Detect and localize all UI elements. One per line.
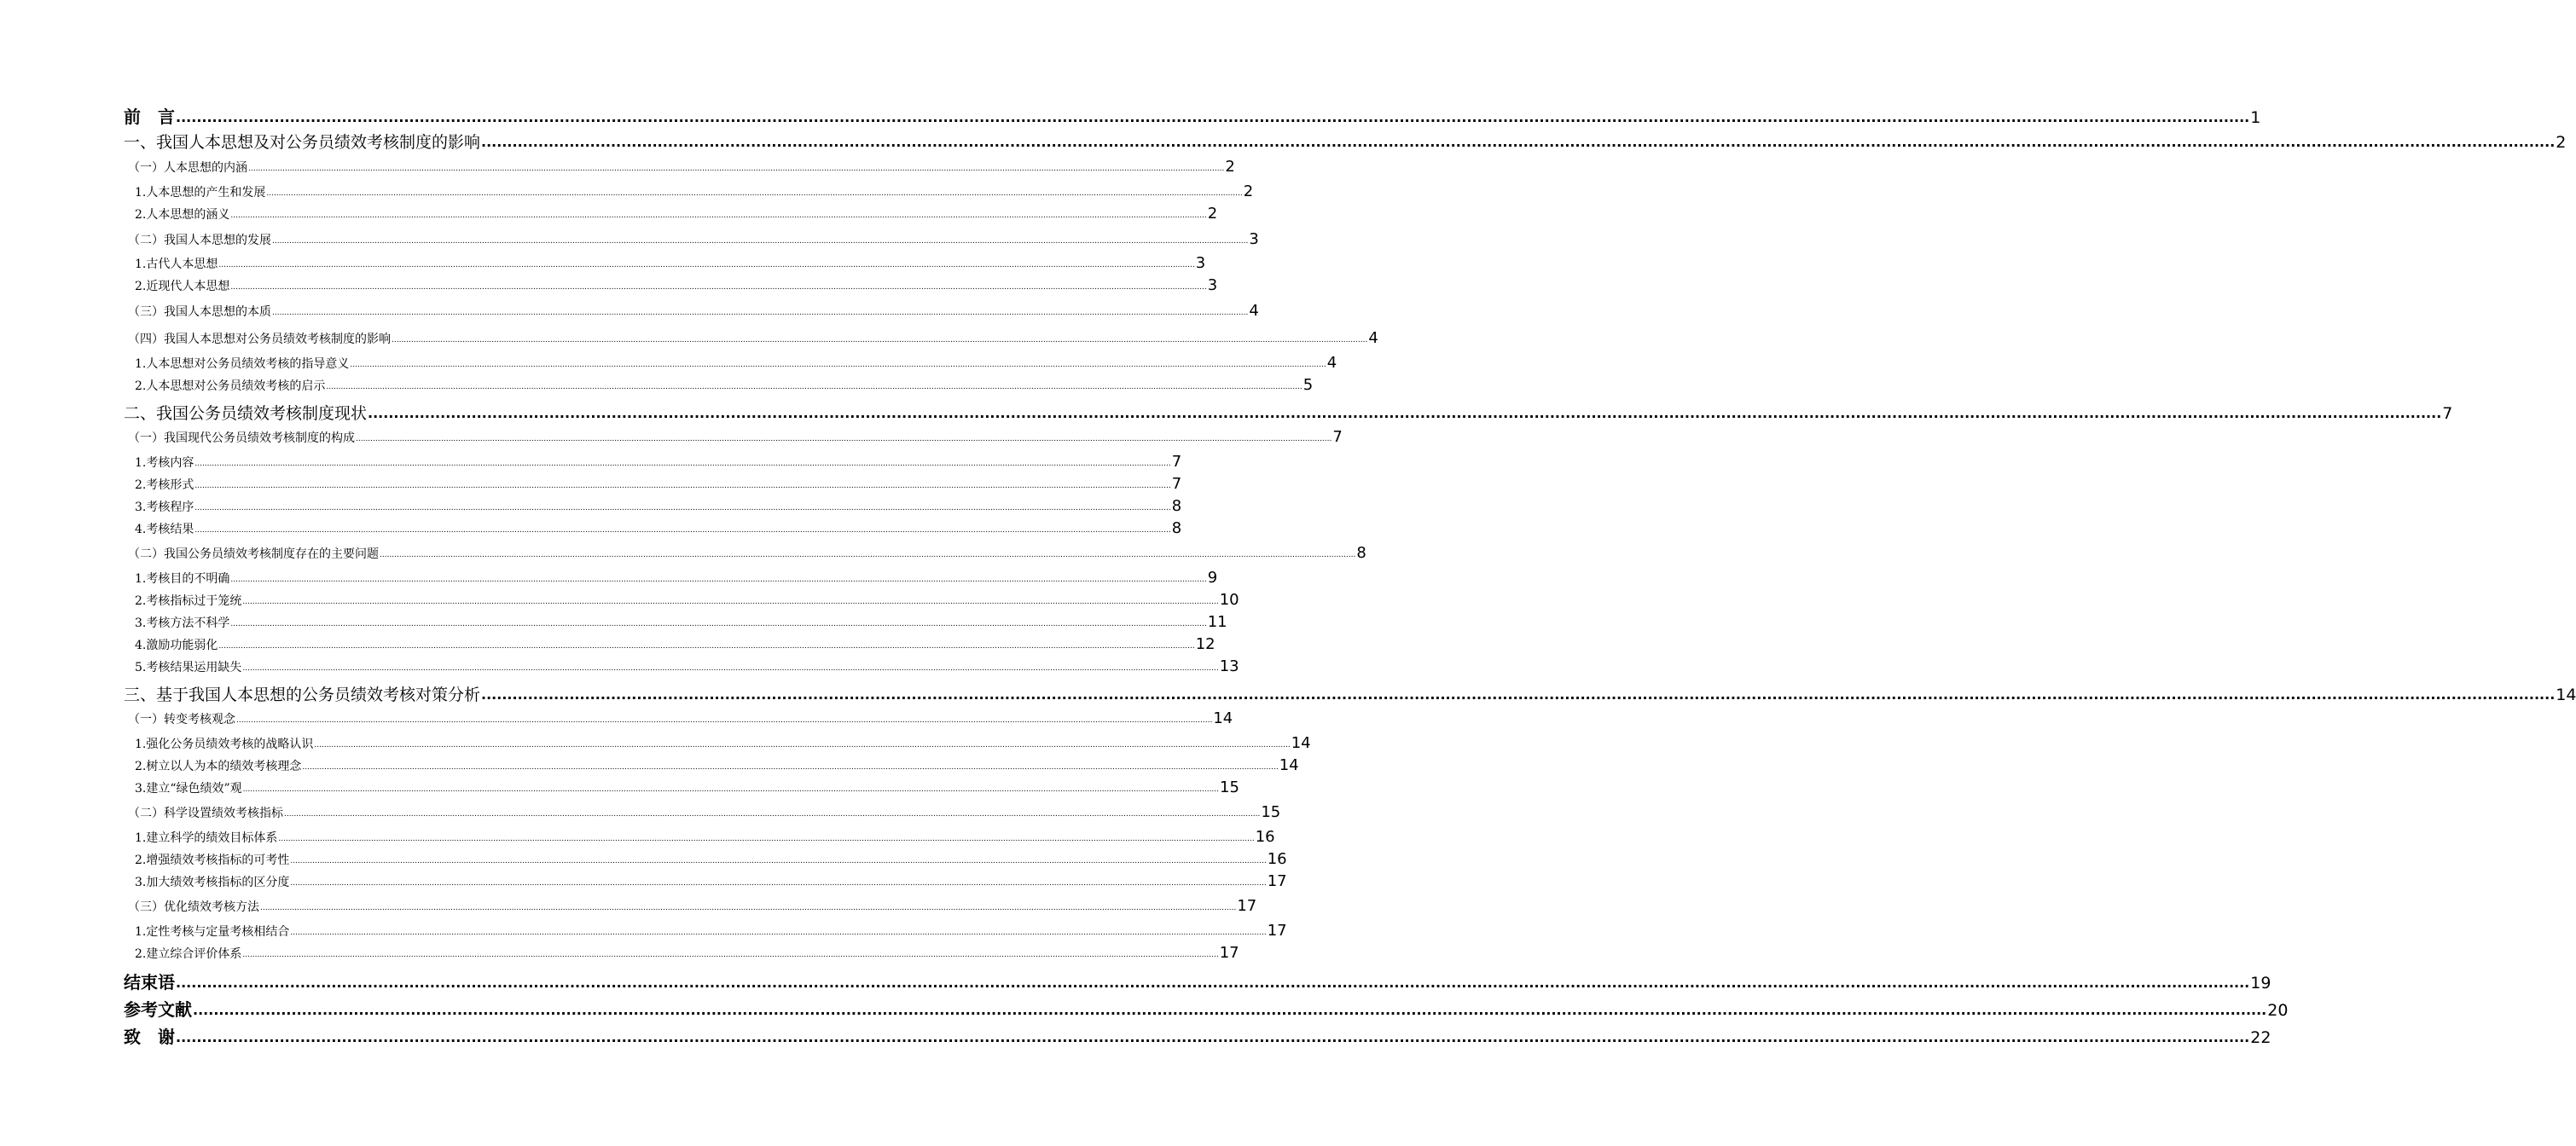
toc-dot-leader: ................................................................................................................................................................................................................................................................................................................................................................................................................ bbox=[230, 576, 1207, 584]
toc-entry[interactable] bbox=[135, 613, 1227, 631]
toc-page-number: 4 bbox=[1326, 354, 1337, 372]
toc-entry-title: 1.定性考核与定量考核相结合 bbox=[135, 925, 290, 939]
toc-page-number: 22 bbox=[2250, 1028, 2271, 1047]
toc-page-number: 15 bbox=[1261, 803, 1281, 821]
toc-page-number: 19 bbox=[2250, 974, 2271, 993]
toc-page-number: 9 bbox=[1207, 569, 1218, 587]
toc-page-number: 14 bbox=[1213, 709, 1233, 727]
toc-entry[interactable] bbox=[135, 734, 1311, 752]
toc-entry-title: 1.人本思想的产生和发展 bbox=[135, 186, 266, 200]
toc-dot-leader: ................................................................................................................................................................................................................................................................................................................................................................................................................ bbox=[272, 237, 1249, 246]
toc-page-number: 8 bbox=[1171, 519, 1182, 537]
toc-page-number: 14 bbox=[2556, 686, 2576, 704]
toc-entry-title: 结束语 bbox=[124, 972, 175, 993]
toc-dot-leader: ................................................................................................................................................................................................................................................................................................................................................................................................................ bbox=[368, 405, 2442, 421]
toc-dot-leader: ................................................................................................................................................................................................................................................................................................................................................................................................................ bbox=[176, 109, 2250, 125]
toc-entry-title: （二）我国公务员绩效考核制度存在的主要问题 bbox=[128, 547, 379, 561]
toc-entry[interactable] bbox=[135, 922, 1287, 940]
toc-page-number: 12 bbox=[1195, 635, 1215, 653]
toc-entry-title: （二）科学设置绩效考核指标 bbox=[128, 807, 283, 820]
toc-dot-leader: ................................................................................................................................................................................................................................................................................................................................................................................................................ bbox=[284, 810, 1261, 819]
toc-entry-title: （四）我国人本思想对公务员绩效考核制度的影响 bbox=[128, 333, 391, 346]
toc-dot-leader: ................................................................................................................................................................................................................................................................................................................................................................................................................ bbox=[194, 504, 1171, 512]
toc-entry-title: 参考文献 bbox=[124, 999, 192, 1020]
toc-entry-title: （一）我国现代公务员绩效考核制度的构成 bbox=[128, 431, 355, 445]
toc-dot-leader: ................................................................................................................................................................................................................................................................................................................................................................................................................ bbox=[194, 460, 1171, 468]
toc-entry[interactable] bbox=[124, 103, 2261, 128]
toc-entry[interactable] bbox=[128, 803, 1281, 821]
toc-entry[interactable] bbox=[135, 497, 1182, 515]
toc-page-number: 10 bbox=[1219, 591, 1239, 609]
toc-entry[interactable] bbox=[135, 756, 1299, 774]
toc-dot-leader: ................................................................................................................................................................................................................................................................................................................................................................................................................ bbox=[260, 904, 1237, 912]
toc-page-number: 8 bbox=[1356, 544, 1366, 562]
toc-entry[interactable] bbox=[135, 944, 1239, 962]
toc-page-number: 2 bbox=[1243, 182, 1254, 200]
toc-entry-title: （三）优化绩效考核方法 bbox=[128, 900, 259, 914]
toc-entry[interactable] bbox=[135, 569, 1218, 587]
toc-page-number: 14 bbox=[1291, 734, 1311, 752]
toc-entry[interactable] bbox=[124, 130, 2567, 153]
toc-entry-title: 2.人本思想对公务员绩效考核的启示 bbox=[135, 379, 326, 393]
toc-dot-leader: ................................................................................................................................................................................................................................................................................................................................................................................................................ bbox=[236, 716, 1213, 725]
toc-entry[interactable] bbox=[124, 682, 2576, 705]
toc-page-number: 15 bbox=[1220, 778, 1239, 796]
toc-entry[interactable] bbox=[135, 254, 1206, 272]
toc-page-number: 20 bbox=[2267, 1001, 2289, 1020]
toc-page-number: 3 bbox=[1207, 276, 1218, 294]
toc-entry-title: 5.考核结果运用缺失 bbox=[135, 661, 242, 674]
toc-page-number: 2 bbox=[1207, 205, 1218, 223]
toc-dot-leader: ................................................................................................................................................................................................................................................................................................................................................................................................................ bbox=[193, 1002, 2267, 1018]
toc-dot-leader: ................................................................................................................................................................................................................................................................................................................................................................................................................ bbox=[194, 482, 1171, 490]
toc-page-number: 17 bbox=[1237, 897, 1257, 915]
toc-dot-leader: ................................................................................................................................................................................................................................................................................................................................................................................................................ bbox=[302, 763, 1279, 772]
toc-dot-leader: ................................................................................................................................................................................................................................................................................................................................................................................................................ bbox=[278, 835, 1255, 843]
toc-page-number: 17 bbox=[1267, 872, 1287, 890]
toc-dot-leader: ................................................................................................................................................................................................................................................................................................................................................................................................................ bbox=[242, 598, 1219, 606]
toc-entry[interactable] bbox=[124, 401, 2453, 424]
toc-dot-leader: ................................................................................................................................................................................................................................................................................................................................................................................................................ bbox=[272, 309, 1249, 317]
toc-entry-title: 1.强化公务员绩效考核的战略认识 bbox=[135, 738, 314, 751]
toc-page-number: 11 bbox=[1207, 613, 1227, 631]
toc-dot-leader: ................................................................................................................................................................................................................................................................................................................................................................................................................ bbox=[176, 975, 2250, 991]
toc-entry[interactable] bbox=[135, 828, 1275, 846]
toc-entry-title: 三、基于我国人本思想的公务员绩效考核对策分析 bbox=[124, 686, 481, 704]
toc-page-number: 3 bbox=[1249, 230, 1259, 248]
toc-dot-leader: ................................................................................................................................................................................................................................................................................................................................................................................................................ bbox=[314, 741, 1291, 750]
toc-dot-leader: ................................................................................................................................................................................................................................................................................................................................................................................................................ bbox=[230, 211, 1207, 220]
toc-entry-title: 3.加大绩效考核指标的区分度 bbox=[135, 876, 290, 889]
toc-dot-leader: ................................................................................................................................................................................................................................................................................................................................................................................................................ bbox=[242, 951, 1219, 959]
toc-entry[interactable] bbox=[135, 182, 1254, 200]
toc-entry[interactable] bbox=[135, 205, 1218, 223]
toc-dot-leader: ................................................................................................................................................................................................................................................................................................................................................................................................................ bbox=[218, 642, 1195, 651]
toc-page-number: 7 bbox=[1171, 453, 1182, 471]
toc-entry-title: 前 言 bbox=[124, 107, 175, 127]
toc-entry[interactable] bbox=[135, 657, 1239, 675]
toc-entry-title: 二、我国公务员绩效考核制度现状 bbox=[124, 404, 368, 423]
toc-page-number: 7 bbox=[2442, 404, 2453, 423]
toc-entry[interactable] bbox=[128, 544, 1366, 562]
toc-entry-title: 2.近现代人本思想 bbox=[135, 280, 230, 293]
toc-entry[interactable] bbox=[128, 709, 1233, 727]
toc-dot-leader: ................................................................................................................................................................................................................................................................................................................................................................................................................ bbox=[230, 620, 1207, 628]
toc-page-number: 17 bbox=[1267, 922, 1287, 940]
toc-entry[interactable] bbox=[124, 1023, 2271, 1048]
toc-entry[interactable] bbox=[128, 428, 1343, 446]
toc-page-number: 8 bbox=[1171, 497, 1182, 515]
toc-entry[interactable] bbox=[128, 158, 1235, 176]
toc-page-number: 2 bbox=[2556, 133, 2567, 152]
toc-entry[interactable] bbox=[124, 969, 2271, 993]
toc-entry[interactable] bbox=[135, 635, 1215, 653]
toc-entry-title: 1.人本思想对公务员绩效考核的指导意义 bbox=[135, 357, 350, 371]
toc-entry[interactable] bbox=[135, 475, 1182, 493]
toc-entry-title: 2.建立综合评价体系 bbox=[135, 947, 242, 961]
toc-dot-leader: ................................................................................................................................................................................................................................................................................................................................................................................................................ bbox=[242, 664, 1219, 673]
toc-entry-title: （三）我国人本思想的本质 bbox=[128, 305, 271, 319]
toc-entry[interactable] bbox=[135, 354, 1337, 372]
toc-dot-leader: ................................................................................................................................................................................................................................................................................................................................................................................................................ bbox=[176, 1029, 2250, 1045]
toc-entry-title: 3.建立“绿色绩效”观 bbox=[135, 782, 242, 796]
toc-dot-leader: ................................................................................................................................................................................................................................................................................................................................................................................................................ bbox=[356, 435, 1332, 443]
toc-page-number: 1 bbox=[2250, 108, 2261, 127]
toc-dot-leader: ................................................................................................................................................................................................................................................................................................................................................................................................................ bbox=[481, 134, 2556, 150]
toc-page-number: 4 bbox=[1368, 329, 1378, 347]
toc-entry[interactable] bbox=[128, 230, 1259, 248]
toc-dot-leader: ................................................................................................................................................................................................................................................................................................................................................................................................................ bbox=[350, 361, 1326, 369]
toc-entry-title: 1.古代人本思想 bbox=[135, 258, 218, 271]
toc-entry-title: 4.激励功能弱化 bbox=[135, 639, 218, 652]
toc-page-number: 16 bbox=[1267, 850, 1287, 868]
toc-dot-leader: ................................................................................................................................................................................................................................................................................................................................................................................................................ bbox=[242, 785, 1220, 794]
toc-page-number: 5 bbox=[1303, 376, 1314, 394]
toc-dot-leader: ................................................................................................................................................................................................................................................................................................................................................................................................................ bbox=[481, 686, 2556, 703]
toc-dot-leader: ................................................................................................................................................................................................................................................................................................................................................................................................................ bbox=[380, 551, 1356, 559]
toc-page-number: 4 bbox=[1249, 302, 1259, 320]
toc-entry-title: 2.树立以人为本的绩效考核理念 bbox=[135, 760, 302, 773]
toc-entry-title: 2.考核形式 bbox=[135, 478, 194, 492]
toc-entry-title: 3.考核方法不科学 bbox=[135, 616, 230, 630]
toc-dot-leader: ................................................................................................................................................................................................................................................................................................................................................................................................................ bbox=[248, 165, 1225, 173]
toc-entry-title: 2.人本思想的涵义 bbox=[135, 208, 230, 222]
toc-entry-title: 一、我国人本思想及对公务员绩效考核制度的影响 bbox=[124, 133, 481, 152]
toc-dot-leader: ................................................................................................................................................................................................................................................................................................................................................................................................................ bbox=[194, 526, 1171, 535]
toc-dot-leader: ................................................................................................................................................................................................................................................................................................................................................................................................................ bbox=[290, 857, 1267, 865]
toc-page-number: 13 bbox=[1219, 657, 1239, 675]
toc-entry[interactable] bbox=[128, 897, 1257, 915]
toc-page-number: 3 bbox=[1195, 254, 1206, 272]
toc-entry-title: 1.考核内容 bbox=[135, 456, 194, 470]
toc-entry-title: （一）人本思想的内涵 bbox=[128, 161, 247, 175]
toc-entry-title: 1.建立科学的绩效目标体系 bbox=[135, 831, 278, 845]
toc-entry[interactable] bbox=[135, 850, 1287, 868]
toc-dot-leader: ................................................................................................................................................................................................................................................................................................................................................................................................................ bbox=[326, 383, 1303, 391]
toc-page-number: 17 bbox=[1219, 944, 1239, 962]
toc-entry[interactable] bbox=[128, 302, 1259, 320]
toc-entry[interactable] bbox=[135, 376, 1314, 394]
toc-dot-leader: ................................................................................................................................................................................................................................................................................................................................................................................................................ bbox=[392, 336, 1368, 344]
toc-dot-leader: ................................................................................................................................................................................................................................................................................................................................................................................................................ bbox=[266, 189, 1243, 198]
toc-entry[interactable] bbox=[124, 996, 2289, 1021]
toc-entry-title: 3.考核程序 bbox=[135, 501, 194, 514]
toc-entry[interactable] bbox=[135, 453, 1182, 471]
toc-page-number: 2 bbox=[1225, 158, 1235, 176]
toc-entry[interactable] bbox=[135, 591, 1239, 609]
toc-entry-title: 致 谢 bbox=[124, 1027, 175, 1047]
toc-entry-title: 4.考核结果 bbox=[135, 523, 194, 536]
toc-entry[interactable] bbox=[135, 778, 1239, 796]
toc-entry[interactable] bbox=[135, 872, 1287, 890]
toc-entry[interactable] bbox=[128, 329, 1378, 347]
toc-page-number: 14 bbox=[1279, 756, 1299, 774]
toc-dot-leader: ................................................................................................................................................................................................................................................................................................................................................................................................................ bbox=[230, 283, 1207, 292]
toc-entry-title: （一）转变考核观念 bbox=[128, 713, 235, 726]
toc-entry-title: 2.考核指标过于笼统 bbox=[135, 594, 242, 608]
toc-dot-leader: ................................................................................................................................................................................................................................................................................................................................................................................................................ bbox=[290, 879, 1267, 888]
toc-dot-leader: ................................................................................................................................................................................................................................................................................................................................................................................................................ bbox=[218, 261, 1195, 269]
toc-entry-title: 2.增强绩效考核指标的可考性 bbox=[135, 854, 290, 867]
toc-entry[interactable] bbox=[135, 276, 1218, 294]
toc-entry-title: 1.考核目的不明确 bbox=[135, 572, 230, 586]
toc-entry[interactable] bbox=[135, 519, 1182, 537]
toc-page-number: 7 bbox=[1332, 428, 1343, 446]
toc-page-number: 7 bbox=[1171, 475, 1182, 493]
toc-entry-title: （二）我国人本思想的发展 bbox=[128, 234, 271, 247]
toc-page-number: 16 bbox=[1255, 828, 1275, 846]
toc-dot-leader: ................................................................................................................................................................................................................................................................................................................................................................................................................ bbox=[290, 929, 1267, 937]
